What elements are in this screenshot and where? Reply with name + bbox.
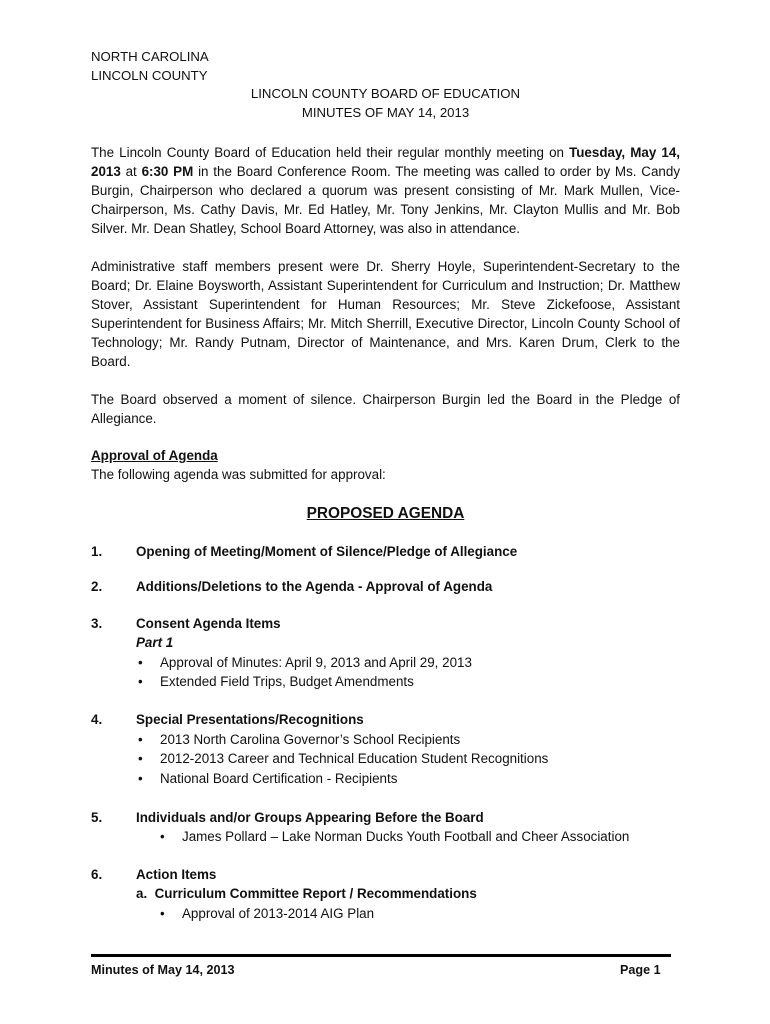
agenda-title: PROPOSED AGENDA: [306, 505, 465, 522]
list-item: [160, 829, 629, 844]
intro-paragraph-3: The Board observed a moment of silence. Chairperson Burgin led the Board in the Pledge of Allegiance.: [91, 392, 680, 426]
minutes-title: MINUTES OF MAY 14, 2013: [301, 105, 470, 120]
list-item: [138, 674, 414, 689]
list-item-text: Approval of Minutes: April 9, 2013 and April 29, 2013: [160, 655, 472, 670]
bullet-icon: •: [138, 674, 143, 689]
bullet-icon: •: [138, 655, 143, 670]
header-state: NORTH CAROLINA: [91, 49, 209, 64]
list-item-text: National Board Certification - Recipients: [160, 771, 398, 786]
list-item: [138, 751, 548, 766]
agenda-item-1-number: 1.: [91, 544, 103, 559]
approval-text: The following agenda was submitted for approval:: [91, 467, 386, 482]
list-item-text: Extended Field Trips, Budget Amendments: [160, 674, 414, 689]
bullet-icon: •: [138, 732, 143, 747]
bullet-icon: •: [160, 906, 165, 921]
agenda-item-2-number: 2.: [91, 579, 103, 594]
list-item: [138, 732, 460, 747]
agenda-item-5-title: Individuals and/or Groups Appearing Before the Board: [136, 810, 484, 825]
agenda-item-4-title: Special Presentations/Recognitions: [136, 712, 364, 727]
agenda-item-6-subtitle: a. Curriculum Committee Report / Recommendations: [136, 886, 477, 901]
approval-heading-text: Approval of Agenda: [91, 448, 218, 463]
header-org: LINCOLN COUNTY BOARD OF EDUCATION: [250, 86, 521, 101]
bullet-icon: •: [138, 771, 143, 786]
meeting-date: Tuesday, May 14, 2013: [91, 145, 680, 179]
intro-p1-text-a: The Lincoln County Board of Education held their regular monthly meeting on: [91, 145, 570, 160]
agenda-item-6-number: 6.: [91, 867, 103, 882]
page-number: Page 1: [620, 963, 661, 977]
list-item-text: Approval of 2013-2014 AIG Plan: [182, 906, 375, 921]
header-county: LINCOLN COUNTY: [91, 68, 208, 83]
list-item: [138, 771, 397, 786]
agenda-item-5-number: 5.: [91, 810, 103, 825]
agenda-item-6-title: Action Items: [136, 867, 217, 882]
footer-title: Minutes of May 14, 2013: [91, 963, 235, 977]
list-item: [138, 655, 472, 670]
intro-p1-text-b: at: [120, 164, 142, 179]
intro-p1-text-c: in the Board Conference Room. The meeting was called to order by Ms. Candy Burgin, Chairperson who declared a quorum was present consisting of Mr. Mark Mullen, Vice-Chairperson, Ms. Cathy Davis, Mr. Ed Hatley, Mr. Tony Jenkins, Mr. Clayton Mullis and Mr. Bob Silver. Mr. Dean Shatley, School Board Attorney, was also in attendance.: [91, 164, 681, 236]
list-item-text: 2012-2013 Career and Technical Education Student Recognitions: [160, 751, 549, 766]
footer-divider: [91, 954, 671, 957]
bullet-icon: •: [160, 829, 165, 844]
agenda-item-3-number: 3.: [91, 616, 103, 631]
list-item-text: James Pollard – Lake Norman Ducks Youth Football and Cheer Association: [182, 829, 630, 844]
agenda-item-3-title: Consent Agenda Items: [136, 616, 281, 631]
approval-heading: [91, 446, 218, 465]
list-item: [160, 906, 374, 921]
agenda-item-1-title: Opening of Meeting/Moment of Silence/Pledge of Allegiance: [136, 544, 518, 559]
intro-paragraph-1: [91, 143, 680, 238]
agenda-item-2-title: Additions/Deletions to the Agenda - Approval of Agenda: [136, 579, 493, 594]
intro-paragraph-2: Administrative staff members present were Dr. Sherry Hoyle, Superintendent-Secretary to the Board; Dr. Elaine Boysworth, Assistant Superintendent for Curriculum and Instruction; Dr. Matthew Stover, Assistant Superintendent for Human Resources; Mr. Steve Zickefoose, Assistant Superintendent for Business Affairs; Mr. Mitch Sherrill, Executive Director, Lincoln County School of Technology; Mr. Randy Putnam, Director of Maintenance, and Mrs. Karen Drum, Clerk to the Board.: [91, 259, 680, 369]
bullet-icon: •: [138, 751, 143, 766]
agenda-item-3-part: Part 1: [136, 635, 174, 650]
meeting-time: 6:30 PM: [141, 164, 194, 179]
agenda-item-4-number: 4.: [91, 712, 103, 727]
list-item-text: 2013 North Carolina Governor’s School Recipients: [160, 732, 461, 747]
